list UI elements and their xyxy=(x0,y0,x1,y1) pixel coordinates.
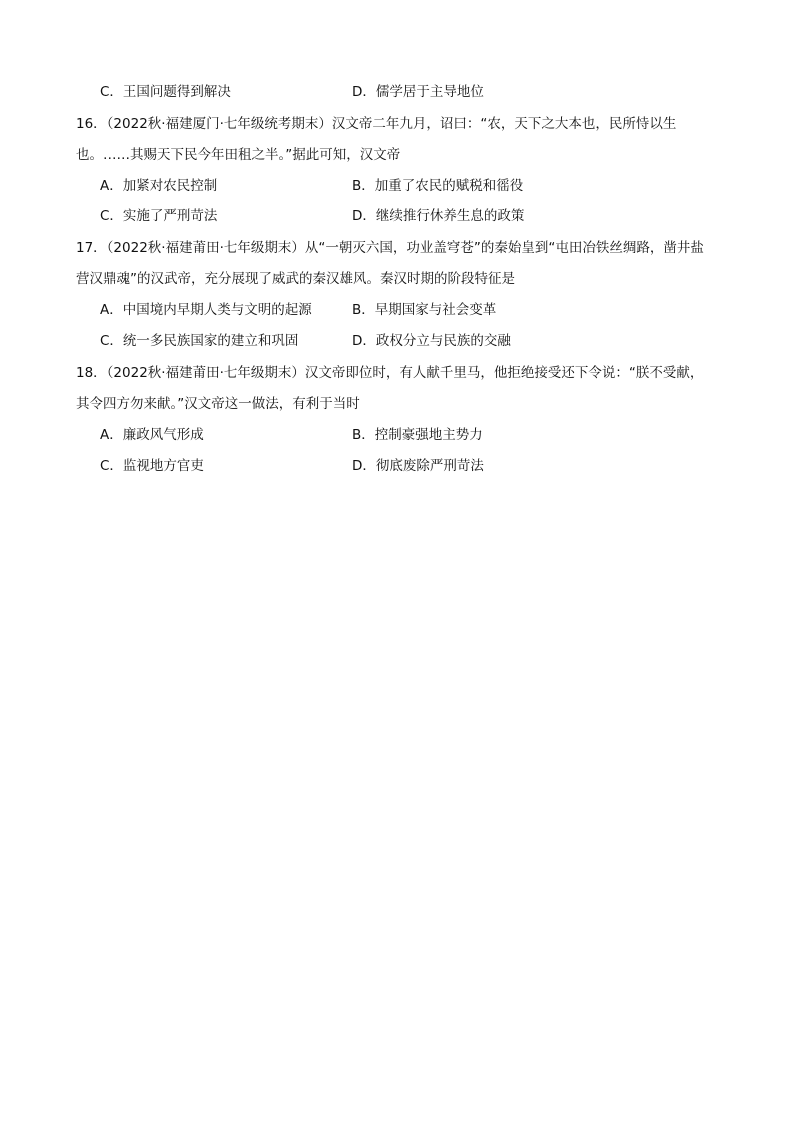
question-stem-line: 也。……其赐天下民今年田租之半。”据此可知，汉文帝 xyxy=(76,147,401,163)
option-c: C．王国问题得到解决 xyxy=(100,84,231,100)
option-d: D．继续推行休养生息的政策 xyxy=(352,208,525,224)
option-c: C．统一多民族国家的建立和巩固 xyxy=(100,333,299,349)
option-b: B．控制豪强地主势力 xyxy=(352,427,483,443)
question-stem-line: 其令四方勿来献。”汉文帝这一做法，有利于当时 xyxy=(76,396,360,412)
option-b: B．加重了农民的赋税和徭役 xyxy=(352,178,524,194)
option-c: C．监视地方官吏 xyxy=(100,458,204,474)
option-d: D．儒学居于主导地位 xyxy=(352,84,484,100)
question-stem-line: 17．（2022秋·福建莆田·七年级期末）从“一朝灭六国，功业盖穹苍”的秦始皇到“屯田冶铁丝绸路，凿井盐 xyxy=(76,240,704,256)
option-a: A．加紧对农民控制 xyxy=(100,178,218,194)
option-a: A．廉政风气形成 xyxy=(100,427,204,443)
option-b: B．早期国家与社会变革 xyxy=(352,302,497,318)
question-stem-line: 16．（2022秋·福建厦门·七年级统考期末）汉文帝二年九月，诏曰：“农，天下之大本也，民所恃以生 xyxy=(76,116,677,132)
option-d: D．政权分立与民族的交融 xyxy=(352,333,511,349)
question-stem-line: 营汉鼎魂”的汉武帝，充分展现了威武的秦汉雄风。秦汉时期的阶段特征是 xyxy=(76,271,515,287)
option-c: C．实施了严刑苛法 xyxy=(100,208,218,224)
option-a: A．中国境内早期人类与文明的起源 xyxy=(100,302,312,318)
option-d: D．彻底废除严刑苛法 xyxy=(352,458,484,474)
question-stem-line: 18．（2022秋·福建莆田·七年级期末）汉文帝即位时，有人献千里马，他拒绝接受还下令说：“朕不受献， xyxy=(76,365,704,381)
